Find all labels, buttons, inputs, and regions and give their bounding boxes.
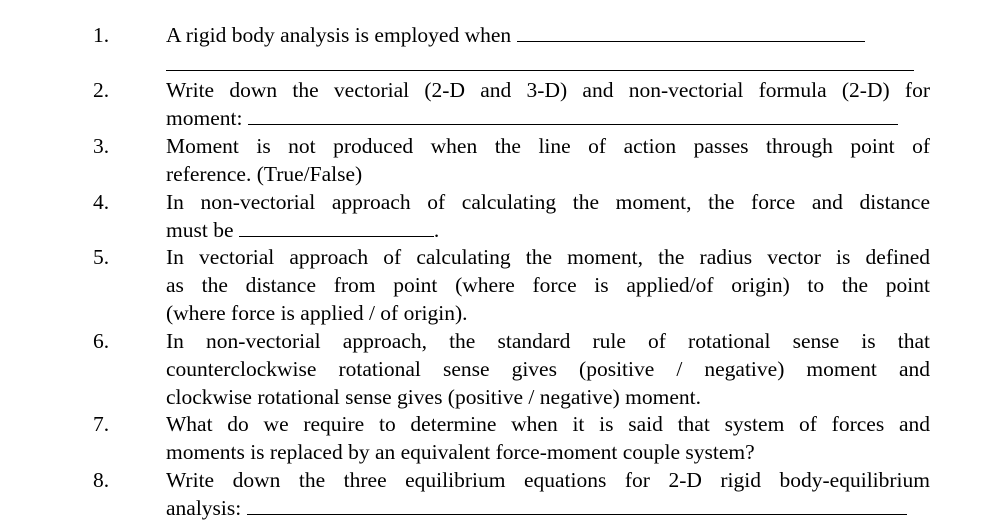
- question-line: Write down the vectorial (2-D and 3-D) and non-vectorial formula (2-D) for: [166, 78, 930, 102]
- question-line: In vectorial approach of calculating the moment, the radius vector is defined: [166, 245, 930, 269]
- question-number: 2.: [93, 78, 110, 102]
- question-line: must be .: [166, 218, 440, 242]
- question-line: In non-vectorial approach, the standard rule of rotational sense is that: [166, 329, 930, 353]
- question-line: analysis:: [166, 494, 930, 522]
- question-line: Moment is not produced when the line of action passes through point of: [166, 134, 930, 158]
- question-number: 8.: [93, 468, 110, 492]
- question-line: reference. (True/False): [166, 162, 363, 186]
- question-line: as the distance from point (where force is applied/of origin) to the point: [166, 273, 930, 297]
- question-text: [166, 327, 930, 411]
- question-line: moments is replaced by an equivalent force-moment couple system?: [166, 440, 755, 464]
- answer-blank[interactable]: [247, 494, 907, 515]
- answer-blank[interactable]: [248, 104, 898, 125]
- question-number: 3.: [93, 134, 110, 158]
- question-text: [166, 410, 930, 466]
- question-number: 4.: [93, 190, 110, 214]
- question-number: 5.: [93, 245, 110, 269]
- question-text: [166, 243, 930, 327]
- answer-blank[interactable]: [517, 21, 865, 42]
- answer-line[interactable]: [166, 70, 914, 71]
- question-line: clockwise rotational sense gives (positive / negative) moment.: [166, 385, 701, 409]
- question-number: 7.: [93, 412, 110, 436]
- question-line: counterclockwise rotational sense gives (positive / negative) moment and: [166, 357, 930, 381]
- question-line: moment:: [166, 104, 930, 132]
- question-line: A rigid body analysis is employed when: [166, 21, 930, 49]
- question-line: In non-vectorial approach of calculating the moment, the force and distance: [166, 190, 930, 214]
- question-line: (where force is applied / of origin).: [166, 301, 468, 325]
- question-text: [166, 132, 930, 188]
- question-number: 6.: [93, 329, 110, 353]
- question-text: [166, 466, 930, 522]
- question-number: 1.: [93, 23, 110, 47]
- question-text: [166, 188, 930, 244]
- question-line: What do we require to determine when it is said that system of forces and: [166, 412, 930, 436]
- question-text: [166, 21, 930, 49]
- question-text: [166, 76, 930, 132]
- question-line: Write down the three equilibrium equations for 2-D rigid body-equilibrium: [166, 468, 930, 492]
- answer-blank[interactable]: [239, 216, 434, 237]
